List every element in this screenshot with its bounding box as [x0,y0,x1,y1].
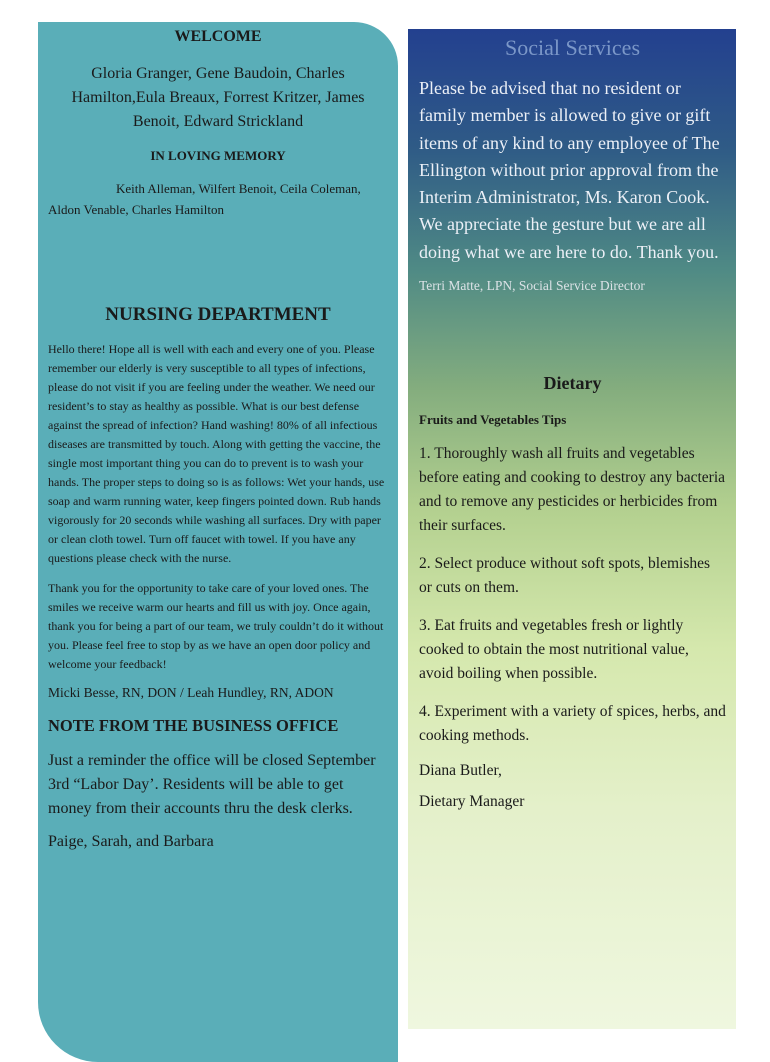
dietary-heading: Dietary [543,373,602,394]
dietary-signature-title: Dietary Manager [419,793,525,811]
in-loving-memory-heading: IN LOVING MEMORY [150,148,286,163]
nursing-thanks: Thank you for the opportunity to take care of your loved ones. The smiles we receive warm our hearts and fill us with joy. Once again, thank you for being a part of our team, we truly couldn’t do it without you. Please feel free to stop by as we have an open door policy and welcome your feedback! [48,581,384,671]
nursing-message: Hello there! Hope all is well with each and every one of you. Please remember our elderly is very susceptible to all types of infections, please do not visit if you are feeling under the weather. We need our resident’s to stay as healthy as possible. What is our best defense against the spread of infection? Hand washing! 80% of all infectious diseases are transmitted by touch. Along with getting the vaccine, the single most important thing you can do to prevent is to wash your hands. The proper steps to doing so is as follows: Wet your hands, use soap and warm running water, keep fingers pointed down. Rub hands vigorously for 20 seconds while washing all surfaces. Dry with paper or clean cloth towel. Turn off faucet with towel. If you have any questions please check with the nurse. [48,342,385,565]
business-office-heading: NOTE FROM THE BUSINESS OFFICE [48,716,339,735]
dietary-subheading: Fruits and Vegetables Tips [419,412,567,428]
dietary-tip: 3. Eat fruits and vegetables fresh or lightly cooked to obtain the most nutritional value, avoid boiling when possible. [419,617,689,683]
social-services-signature: Terri Matte, LPN, Social Service Director [419,278,645,294]
nursing-department-heading: NURSING DEPARTMENT [105,304,331,325]
welcome-names: Gloria Granger, Gene Baudoin, Charles Hamilton,Eula Breaux, Forrest Kritzer, James Benoit, Edward Strickland [71,65,365,130]
dietary-tip: 2. Select produce without soft spots, blemishes or cuts on them. [419,555,711,597]
social-services-notice: Please be advised that no resident or family member is allowed to give or gift items of any kind to any employee of The Ellington without prior approval from the Interim Administrator, Ms. Karon Cook. We appreciate the gesture but we are all doing what we are here to do. Thank you. [419,78,720,262]
right-column-panel [408,29,736,1029]
social-services-heading: Social Services [504,35,641,60]
business-office-note: Just a reminder the office will be closed September 3rd “Labor Day’. Residents will be able to get money from their accounts thru the desk clerks. [48,752,376,817]
memory-names: Keith Alleman, Wilfert Benoit, Ceila Coleman, Aldon Venable, Charles Hamilton [48,181,361,217]
dietary-signature-name: Diana Butler, [419,762,502,780]
left-column-panel [38,22,398,1062]
dietary-tip: 1. Thoroughly wash all fruits and vegetables before eating and cooking to destroy any bacteria and to remove any pesticides or herbicides from their surfaces. [419,445,726,535]
business-office-signature: Paige, Sarah, and Barbara [48,833,214,850]
dietary-tip: 4. Experiment with a variety of spices, herbs, and cooking methods. [419,703,726,745]
welcome-heading: WELCOME [174,28,262,45]
nursing-signature: Micki Besse, RN, DON / Leah Hundley, RN, ADON [48,685,334,700]
